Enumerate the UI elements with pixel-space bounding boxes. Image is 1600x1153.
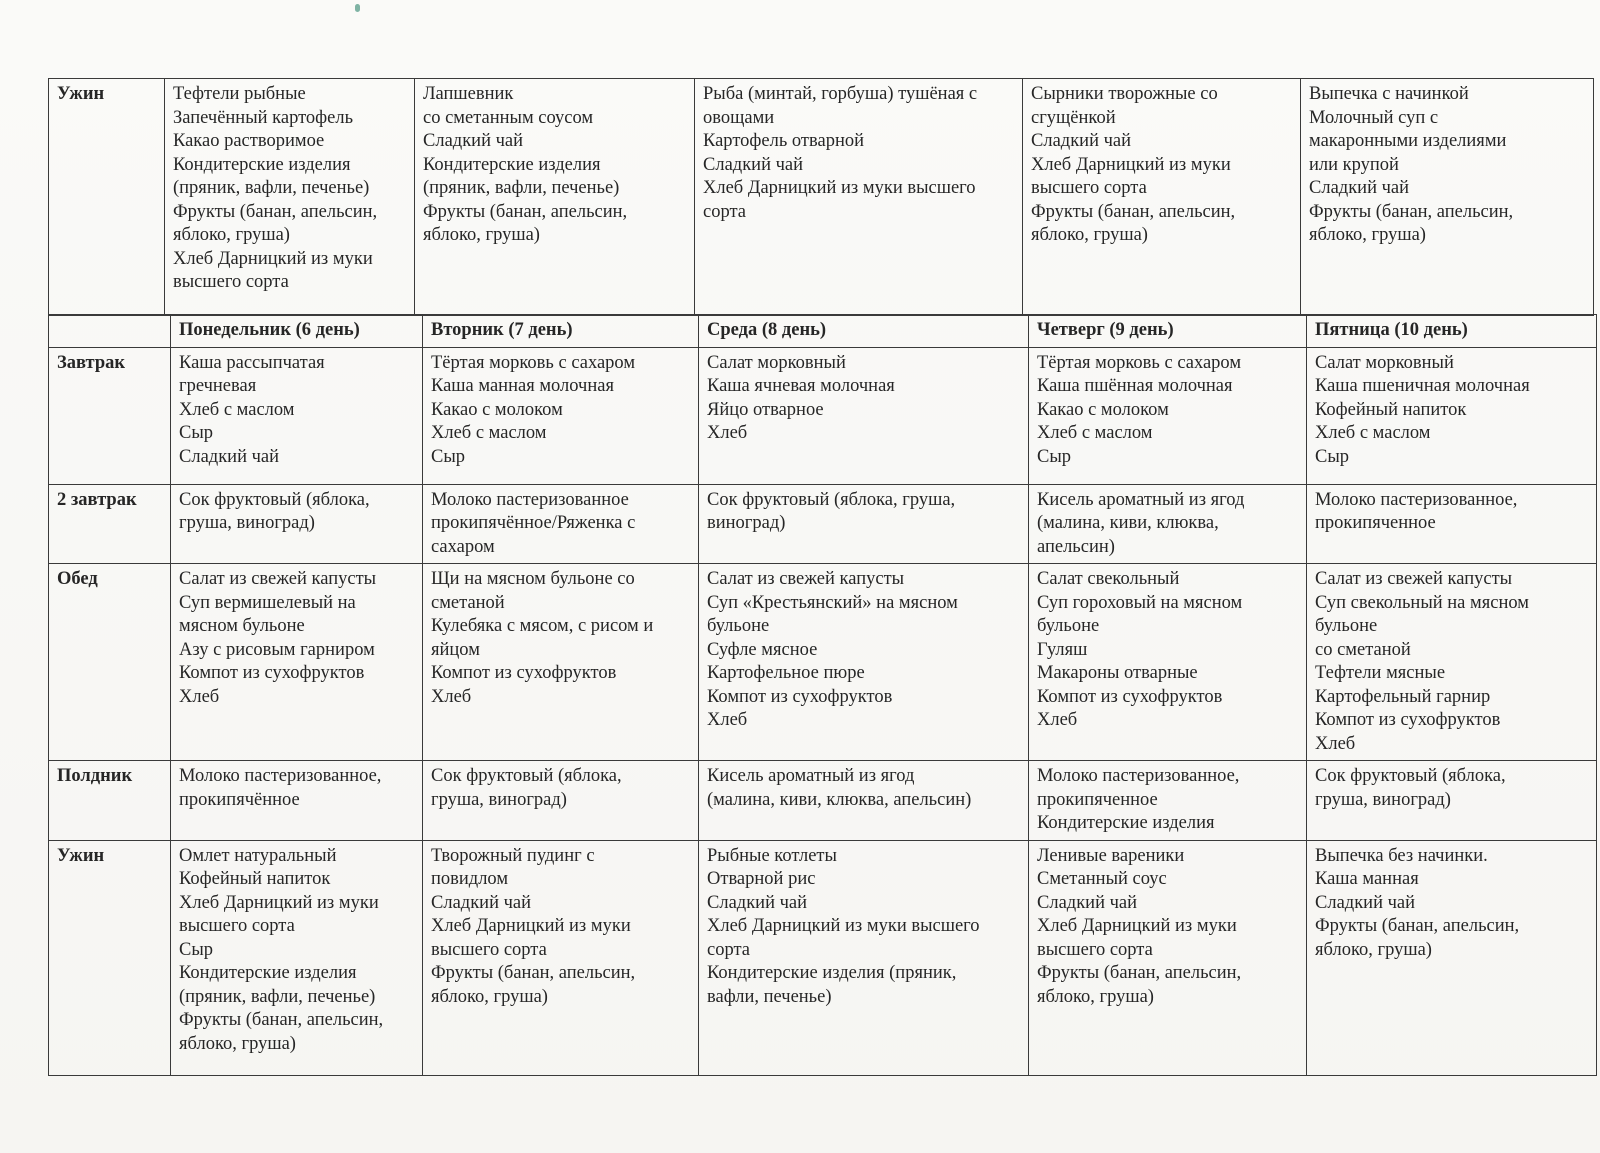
menu-line: груша, виноград) (1315, 789, 1451, 810)
menu-cell (423, 761, 699, 841)
menu-line: сгущёнкой (1031, 107, 1116, 128)
meal-label: Завтрак (49, 347, 171, 484)
menu-line: Какао растворимое (173, 131, 325, 151)
menu-line: Кондитерские изделия (пряник, (707, 963, 957, 983)
menu-line: бульоне (1315, 616, 1378, 636)
menu-cell (1307, 564, 1597, 761)
menu-line: Фрукты (банан, апельсин, (431, 963, 636, 983)
menu-line: Сыр (1037, 446, 1072, 467)
day-header: Четверг (9 день) (1029, 315, 1307, 348)
menu-cell (165, 79, 415, 316)
menu-line: Хлеб с маслом (1315, 423, 1431, 443)
menu-cell (423, 347, 699, 484)
menu-line: Суп свекольный на мясном (1315, 592, 1529, 613)
menu-line: Сладкий чай (1315, 892, 1416, 913)
menu-line: прокипячённое/Ряженка с (431, 513, 636, 533)
menu-line: Сок фруктовый (яблока, (431, 766, 622, 786)
menu-line: Кисель ароматный из ягод (707, 766, 915, 786)
menu-line: Кофейный напиток (179, 869, 331, 889)
menu-line: (пряник, вафли, печенье) (423, 178, 620, 198)
menu-cell (1307, 840, 1597, 1075)
menu-line: прокипяченное (1315, 513, 1436, 533)
menu-line: Салат свекольный (1037, 569, 1180, 589)
menu-line: Картофельный гарнир (1315, 686, 1491, 707)
menu-line: Сладкий чай (423, 131, 524, 151)
menu-line: бульоне (1037, 616, 1100, 636)
menu-line: Картофель отварной (703, 131, 864, 151)
menu-line: Каша манная (1315, 869, 1419, 889)
menu-cell (699, 484, 1029, 564)
menu-line: груша, виноград) (431, 789, 567, 810)
menu-line: Сладкий чай (1031, 131, 1132, 151)
menu-line: Суп «Крестьянский» на мясном (707, 592, 958, 613)
menu-line: Каша пшённая молочная (1037, 376, 1233, 396)
menu-line: высшего сорта (1037, 939, 1153, 960)
menu-cell (695, 79, 1023, 316)
menu-line: яблоко, груша) (423, 225, 540, 245)
menu-line: Молоко пастеризованное, (179, 766, 382, 786)
menu-line: макаронными изделиями (1309, 131, 1507, 151)
menu-line: Кондитерские изделия (173, 154, 351, 175)
menu-line: Хлеб Дарницкий из муки (179, 892, 379, 913)
menu-line: Хлеб (431, 686, 472, 707)
menu-line: Компот из сухофруктов (179, 663, 365, 683)
menu-line: Салат морковный (707, 352, 846, 373)
menu-line: Сок фруктовый (яблока, (179, 489, 370, 510)
menu-table-main (48, 314, 1597, 1076)
menu-line: повидлом (431, 869, 509, 889)
menu-line: Сыр (179, 939, 214, 960)
menu-line: яблоко, груша) (179, 1033, 296, 1054)
menu-line: Кофейный напиток (1315, 399, 1467, 420)
second-breakfast-row (49, 484, 1597, 564)
menu-cell (1301, 79, 1594, 316)
menu-line: Сладкий чай (179, 446, 280, 467)
menu-line: Лапшевник (423, 84, 514, 104)
menu-table-top (48, 78, 1594, 316)
menu-line: Кисель ароматный из ягод (1037, 489, 1245, 510)
menu-line: Хлеб (1037, 710, 1078, 730)
menu-line: Яйцо отварное (707, 399, 824, 420)
dinner-row-top (49, 79, 1594, 316)
menu-line: Омлет натуральный (179, 845, 337, 866)
menu-cell (171, 761, 423, 841)
menu-line: Компот из сухофруктов (1315, 710, 1501, 730)
menu-cell (1029, 484, 1307, 564)
menu-line: (малина, киви, клюква, (1037, 513, 1219, 533)
menu-cell (1307, 347, 1597, 484)
menu-line: высшего сорта (179, 916, 295, 936)
menu-line: Хлеб (707, 710, 748, 730)
menu-line: (малина, киви, клюква, апельсин) (707, 789, 972, 810)
menu-line: Хлеб (707, 423, 748, 443)
menu-cell (699, 347, 1029, 484)
menu-line: Сыр (431, 446, 466, 467)
menu-line: Азу с рисовым гарниром (179, 639, 375, 660)
menu-line: Хлеб с маслом (1037, 423, 1153, 443)
menu-line: Фрукты (банан, апельсин, (1309, 201, 1514, 222)
menu-line: высшего сорта (431, 939, 547, 960)
menu-line: Фрукты (банан, апельсин, (173, 201, 378, 222)
menu-line: сметаной (431, 592, 505, 613)
menu-line: (пряник, вафли, печенье) (179, 986, 376, 1007)
menu-line: Хлеб Дарницкий из муки (1037, 916, 1237, 936)
menu-line: Кондитерские изделия (423, 154, 601, 175)
menu-line: со сметанным соусом (423, 107, 594, 128)
menu-line: яйцом (431, 639, 480, 660)
menu-line: Ленивые вареники (1037, 845, 1185, 866)
menu-line: Молоко пастеризованное, (1315, 489, 1518, 510)
menu-line: груша, виноград) (179, 513, 315, 533)
menu-line: Сладкий чай (1309, 178, 1410, 198)
menu-cell (1029, 347, 1307, 484)
menu-line: Хлеб Дарницкий из муки высшего (707, 916, 980, 936)
menu-line: Салат морковный (1315, 352, 1454, 373)
menu-cell (415, 79, 695, 316)
menu-line: яблоко, груша) (173, 225, 290, 245)
menu-line: Какао с молоком (431, 399, 563, 420)
menu-cell (171, 840, 423, 1075)
menu-line: Компот из сухофруктов (431, 663, 617, 683)
menu-line: Хлеб Дарницкий из муки (173, 248, 373, 269)
menu-line: Макароны отварные (1037, 663, 1198, 683)
breakfast-row (49, 347, 1597, 484)
menu-line: Хлеб с маслом (179, 399, 295, 420)
menu-line: Сладкий чай (431, 892, 532, 913)
menu-cell (1029, 761, 1307, 841)
menu-line: апельсин) (1037, 536, 1115, 557)
menu-line: Гуляш (1037, 639, 1088, 660)
menu-cell (423, 484, 699, 564)
menu-line: сорта (707, 939, 750, 960)
menu-line: высшего сорта (173, 272, 289, 292)
menu-line: Сметанный соус (1037, 869, 1167, 889)
menu-line: Каша рассыпчатая (179, 352, 325, 373)
menu-line: со сметаной (1315, 639, 1411, 660)
lunch-row (49, 564, 1597, 761)
menu-line: Хлеб с маслом (431, 423, 547, 443)
corner-cell (49, 315, 171, 348)
menu-line: Каша манная молочная (431, 376, 614, 396)
menu-line: Суп гороховый на мясном (1037, 592, 1243, 613)
menu-line: вафли, печенье) (707, 986, 832, 1007)
ink-speck (355, 4, 360, 12)
menu-line: Тёртая морковь с сахаром (1037, 352, 1242, 373)
menu-line: Сыр (179, 423, 214, 443)
menu-line: яблоко, груша) (1037, 986, 1154, 1007)
menu-line: Суп вермишелевый на (179, 592, 356, 613)
menu-line: Сыр (1315, 446, 1350, 467)
menu-line: гречневая (179, 376, 257, 396)
menu-line: Салат из свежей капусты (1315, 569, 1513, 589)
menu-line: прокипяченное (1037, 789, 1158, 810)
menu-line: Сладкий чай (703, 154, 804, 175)
menu-line: Тефтели рыбные (173, 84, 306, 104)
menu-cell (1307, 761, 1597, 841)
menu-line: Фрукты (банан, апельсин, (1037, 963, 1242, 983)
day-header: Вторник (7 день) (423, 315, 699, 348)
menu-cell (423, 840, 699, 1075)
menu-line: Кулебяка с мясом, с рисом и (431, 616, 654, 636)
menu-line: Молоко пастеризованное (431, 489, 629, 510)
menu-line: яблоко, груша) (1031, 225, 1148, 245)
menu-line: Хлеб (1315, 733, 1356, 754)
menu-cell (699, 761, 1029, 841)
menu-line: яблоко, груша) (431, 986, 548, 1007)
menu-line: яблоко, груша) (1309, 225, 1426, 245)
meal-label: Обед (49, 564, 171, 761)
menu-line: Творожный пудинг с (431, 845, 595, 866)
menu-line: Сок фруктовый (яблока, груша, (707, 489, 956, 510)
menu-line: Выпечка без начинки. (1315, 845, 1488, 866)
menu-line: Фрукты (банан, апельсин, (1031, 201, 1236, 222)
menu-line: Молоко пастеризованное, (1037, 766, 1240, 786)
day-header-row (49, 315, 1597, 348)
menu-cell (1029, 564, 1307, 761)
menu-line: Молочный суп с (1309, 107, 1439, 128)
menu-line: Хлеб Дарницкий из муки (1031, 154, 1231, 175)
menu-line: Рыбные котлеты (707, 845, 837, 866)
menu-line: Суфле мясное (707, 639, 818, 660)
menu-cell (423, 564, 699, 761)
menu-line: Хлеб (179, 686, 220, 707)
menu-cell (171, 347, 423, 484)
menu-cell (171, 484, 423, 564)
day-header: Пятница (10 день) (1307, 315, 1597, 348)
menu-line: Сок фруктовый (яблока, (1315, 766, 1506, 786)
menu-cell (171, 564, 423, 761)
menu-cell (699, 564, 1029, 761)
menu-line: бульоне (707, 616, 770, 636)
menu-line: Запечённый картофель (173, 107, 354, 128)
meal-label: 2 завтрак (49, 484, 171, 564)
menu-line: Хлеб Дарницкий из муки (431, 916, 631, 936)
menu-line: Кондитерские изделия (179, 963, 357, 983)
menu-line: яблоко, груша) (1315, 939, 1432, 960)
menu-line: мясном бульоне (179, 616, 305, 636)
menu-line: Сырники творожные со (1031, 84, 1218, 104)
meal-label: Ужин (49, 840, 171, 1075)
menu-line: сахаром (431, 536, 495, 557)
menu-line: Отварной рис (707, 869, 816, 889)
menu-cell (1307, 484, 1597, 564)
menu-line: Компот из сухофруктов (1037, 686, 1223, 707)
menu-line: (пряник, вафли, печенье) (173, 178, 370, 198)
menu-line: Фрукты (банан, апельсин, (423, 201, 628, 222)
menu-line: прокипячённое (179, 789, 300, 810)
meal-label: Полдник (49, 761, 171, 841)
menu-line: Тёртая морковь с сахаром (431, 352, 636, 373)
menu-line: Какао с молоком (1037, 399, 1169, 420)
menu-line: Каша ячневая молочная (707, 376, 895, 396)
menu-line: Сладкий чай (1037, 892, 1138, 913)
menu-line: Сладкий чай (707, 892, 808, 913)
menu-line: Щи на мясном бульоне со (431, 569, 635, 589)
menu-line: овощами (703, 107, 775, 128)
menu-line: или крупой (1309, 154, 1399, 175)
menu-line: Выпечка с начинкой (1309, 84, 1469, 104)
menu-line: Рыба (минтай, горбуша) тушёная с (703, 84, 978, 104)
menu-line: Хлеб Дарницкий из муки высшего (703, 178, 976, 198)
menu-line: Тефтели мясные (1315, 663, 1446, 683)
menu-line: высшего сорта (1031, 178, 1147, 198)
menu-line: сорта (703, 201, 746, 222)
dinner-row (49, 840, 1597, 1075)
menu-cell (1029, 840, 1307, 1075)
menu-line: Фрукты (банан, апельсин, (1315, 916, 1520, 936)
menu-line: Картофельное пюре (707, 663, 865, 683)
menu-line: Каша пшеничная молочная (1315, 376, 1530, 396)
menu-line: Фрукты (банан, апельсин, (179, 1010, 384, 1030)
day-header: Среда (8 день) (699, 315, 1029, 348)
menu-line: Салат из свежей капусты (179, 569, 377, 589)
menu-line: Кондитерские изделия (1037, 813, 1215, 833)
menu-cell (1023, 79, 1301, 316)
day-header: Понедельник (6 день) (171, 315, 423, 348)
afternoon-snack-row (49, 761, 1597, 841)
meal-label: Ужин (49, 79, 165, 316)
menu-line: Компот из сухофруктов (707, 686, 893, 707)
menu-line: виноград) (707, 513, 786, 533)
menu-cell (699, 840, 1029, 1075)
menu-line: Салат из свежей капусты (707, 569, 905, 589)
